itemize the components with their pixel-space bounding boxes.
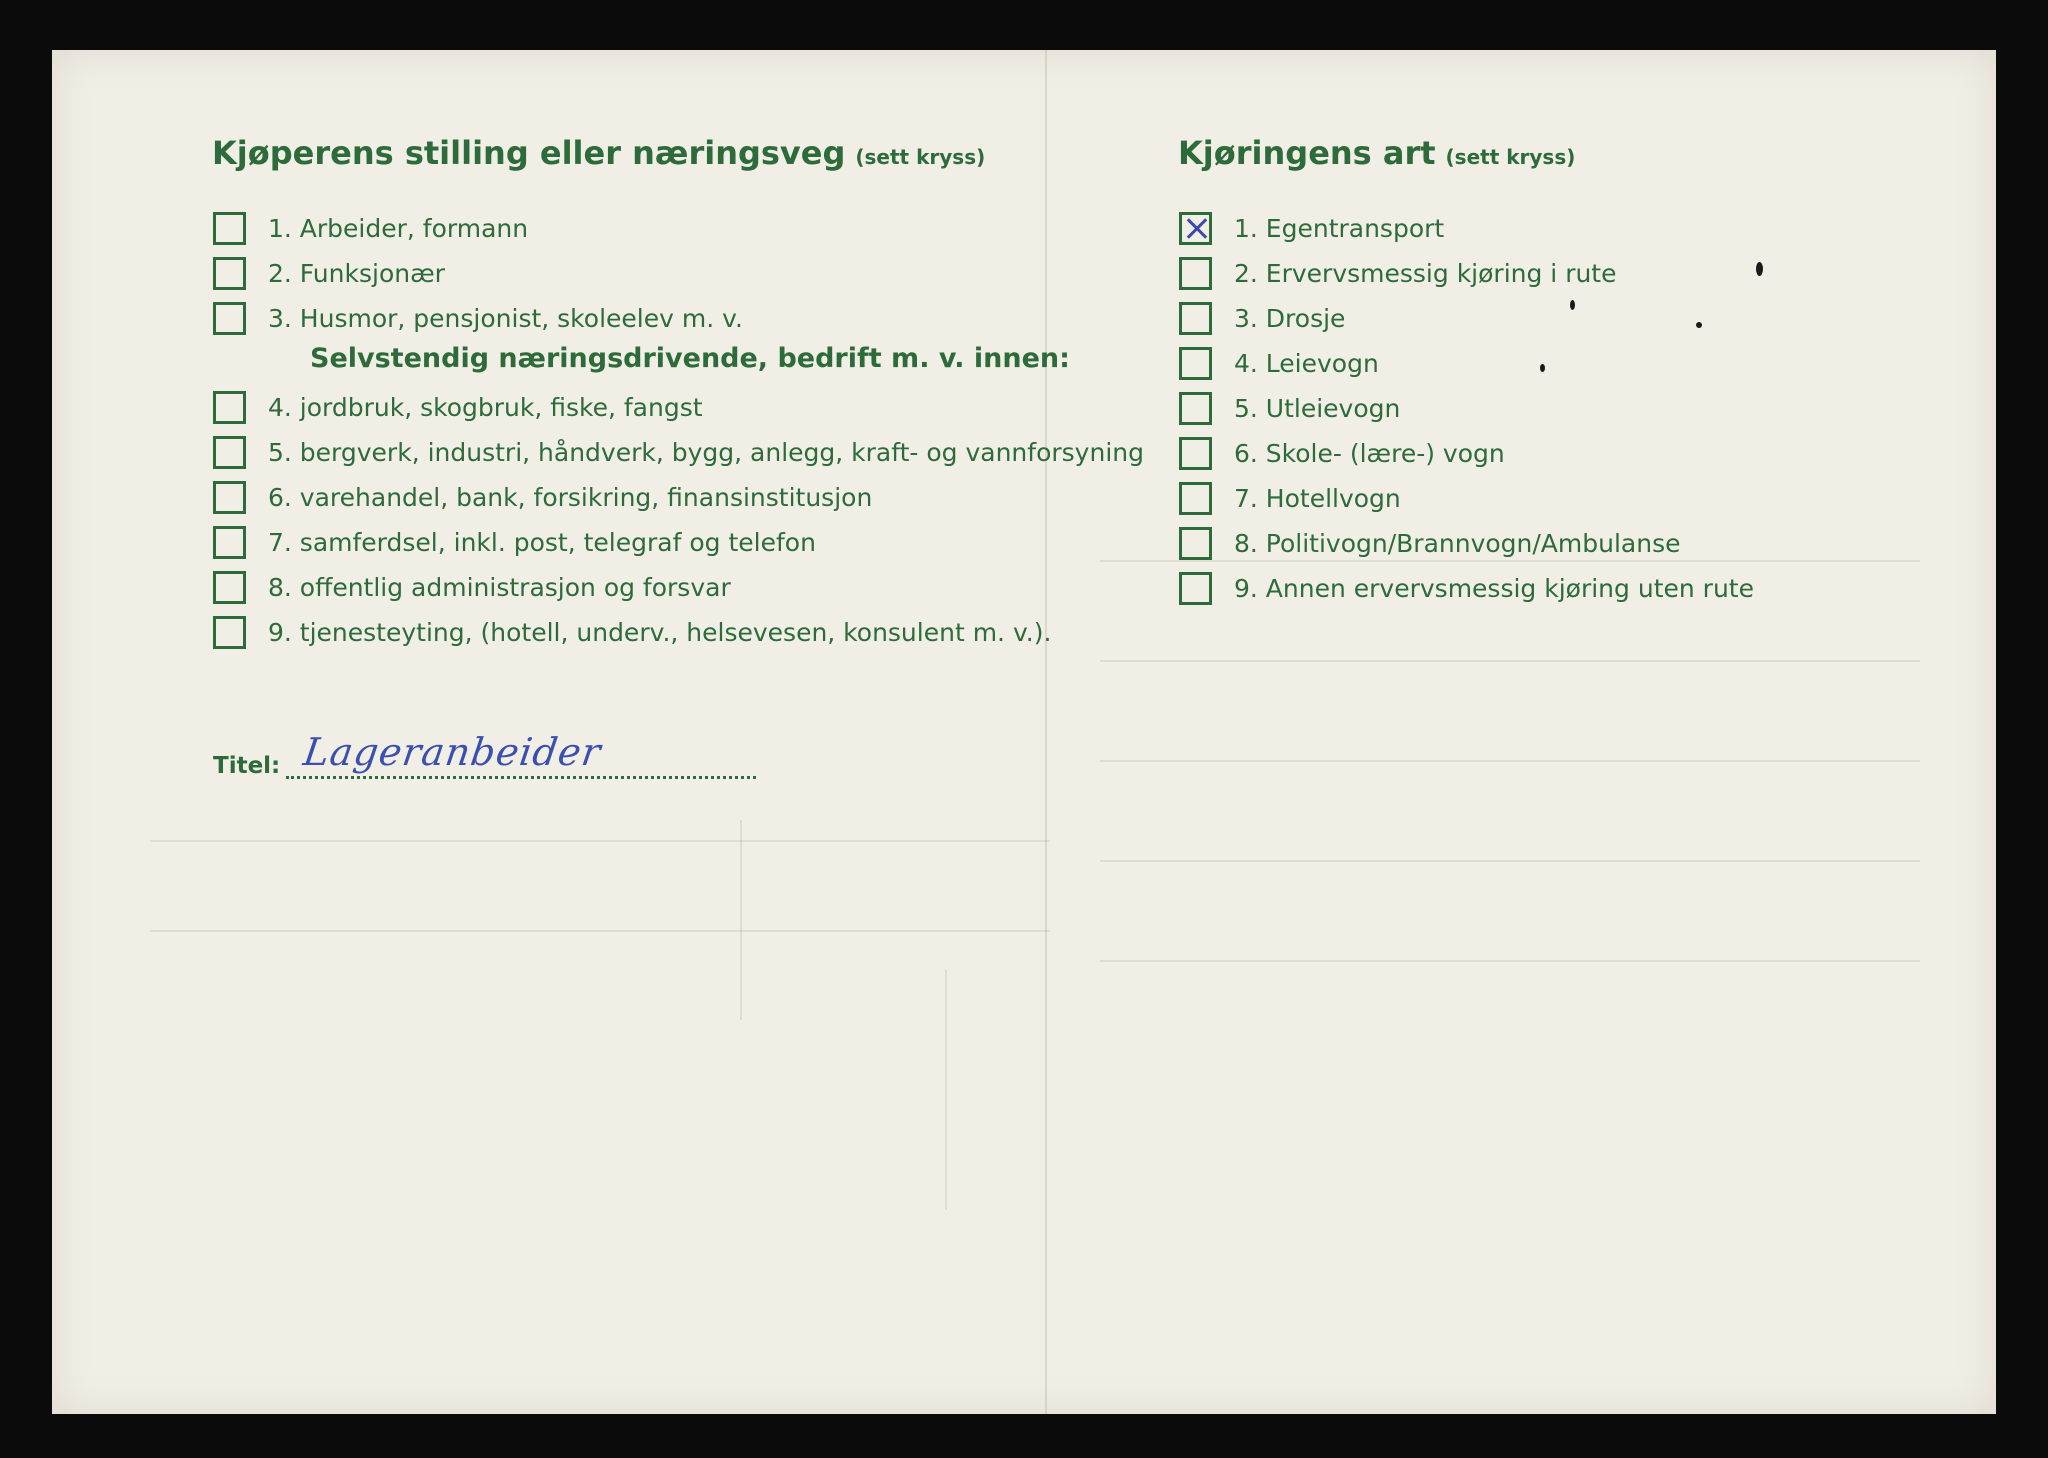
showthrough-rule bbox=[740, 820, 742, 1020]
occupation-option-row bbox=[213, 389, 703, 425]
checkbox[interactable] bbox=[213, 257, 246, 290]
driving-type-option-row bbox=[1179, 390, 1400, 426]
driving-type-option-label: 3. Drosje bbox=[1234, 303, 1346, 333]
checkbox[interactable] bbox=[213, 212, 246, 245]
driving-type-option-label: 5. Utleievogn bbox=[1234, 393, 1401, 423]
checkbox[interactable] bbox=[1179, 437, 1212, 470]
checkbox[interactable] bbox=[213, 526, 246, 559]
occupation-option-row bbox=[213, 524, 816, 560]
showthrough-rule bbox=[1100, 860, 1920, 862]
heading-note: (sett kryss) bbox=[1445, 145, 1576, 169]
title-input-line[interactable] bbox=[286, 730, 756, 779]
title-label: Titel: bbox=[213, 753, 281, 779]
ink-speck bbox=[1756, 262, 1763, 276]
showthrough-rule bbox=[1100, 660, 1920, 662]
checkbox[interactable] bbox=[213, 481, 246, 514]
heading-note: (sett kryss) bbox=[855, 145, 986, 169]
checkbox[interactable] bbox=[1179, 302, 1212, 335]
driving-type-option-row bbox=[1179, 570, 1754, 606]
checkbox[interactable] bbox=[213, 391, 246, 424]
title-handwritten-value: Lageranbeider bbox=[301, 730, 605, 774]
occupation-option-row bbox=[213, 569, 731, 605]
driving-type-option-label: 6. Skole- (lære-) vogn bbox=[1234, 438, 1505, 468]
driving-type-option-row bbox=[1179, 210, 1444, 246]
self-employed-subheading: Selvstendig næringsdrivende, bedrift m. v. innen: bbox=[310, 343, 1070, 374]
checkbox[interactable] bbox=[1179, 572, 1212, 605]
occupation-option-label: 9. tjenesteyting, (hotell, underv., helsevesen, konsulent m. v.). bbox=[268, 617, 1052, 647]
checkbox[interactable] bbox=[1179, 482, 1212, 515]
checkbox[interactable] bbox=[1179, 392, 1212, 425]
title-field bbox=[213, 730, 756, 779]
showthrough-rule bbox=[1100, 760, 1920, 762]
driving-type-option-label: 4. Leievogn bbox=[1234, 348, 1379, 378]
occupation-option-row bbox=[213, 479, 872, 515]
ink-speck bbox=[1696, 322, 1702, 328]
driving-type-option-label: 2. Ervervsmessig kjøring i rute bbox=[1234, 258, 1617, 288]
occupation-option-label: 1. Arbeider, formann bbox=[268, 213, 529, 243]
occupation-option-row bbox=[213, 300, 743, 336]
driving-type-option-label: 9. Annen ervervsmessig kjøring uten rute bbox=[1234, 573, 1754, 603]
occupation-option-label: 8. offentlig administrasjon og forsvar bbox=[268, 572, 731, 602]
driving-type-option-row bbox=[1179, 300, 1345, 336]
checkbox[interactable] bbox=[213, 571, 246, 604]
occupation-option-label: 7. samferdsel, inkl. post, telegraf og telefon bbox=[268, 527, 816, 557]
driving-type-option-row bbox=[1179, 345, 1379, 381]
checkbox[interactable] bbox=[1179, 257, 1212, 290]
driving-type-option-row bbox=[1179, 255, 1617, 291]
heading-text: Kjøperens stilling eller næringsveg bbox=[212, 134, 846, 172]
driving-type-option-row bbox=[1179, 480, 1401, 516]
driving-type-option-row bbox=[1179, 525, 1681, 561]
driving-type-heading bbox=[1178, 134, 1575, 172]
ink-speck bbox=[1540, 364, 1545, 372]
showthrough-rule bbox=[150, 930, 1050, 932]
checkbox[interactable] bbox=[213, 616, 246, 649]
showthrough-rule bbox=[1100, 960, 1920, 962]
occupation-option-label: 3. Husmor, pensjonist, skoleelev m. v. bbox=[268, 303, 743, 333]
occupation-option-row bbox=[213, 210, 528, 246]
occupation-option-label: 2. Funksjonær bbox=[268, 258, 445, 288]
buyer-occupation-heading bbox=[212, 134, 985, 172]
occupation-option-label: 4. jordbruk, skogbruk, fiske, fangst bbox=[268, 392, 703, 422]
heading-text: Kjøringens art bbox=[1178, 134, 1436, 172]
driving-type-option-label: 1. Egentransport bbox=[1234, 213, 1445, 243]
driving-type-option-label: 8. Politivogn/Brannvogn/Ambulanse bbox=[1234, 528, 1681, 558]
occupation-option-row bbox=[213, 255, 445, 291]
occupation-option-row bbox=[213, 434, 1144, 470]
occupation-option-row bbox=[213, 614, 1051, 650]
driving-type-option-label: 7. Hotellvogn bbox=[1234, 483, 1401, 513]
occupation-option-label: 6. varehandel, bank, forsikring, finansinstitusjon bbox=[268, 482, 873, 512]
checkbox[interactable] bbox=[1179, 527, 1212, 560]
showthrough-rule bbox=[150, 840, 1050, 842]
driving-type-option-row bbox=[1179, 435, 1505, 471]
ink-speck bbox=[1570, 300, 1575, 310]
checkbox[interactable] bbox=[1179, 347, 1212, 380]
checkbox-checked[interactable] bbox=[1179, 212, 1212, 245]
showthrough-rule bbox=[945, 970, 947, 1210]
occupation-option-label: 5. bergverk, industri, håndverk, bygg, anlegg, kraft- og vannforsyning bbox=[268, 437, 1144, 467]
fold-line bbox=[1045, 50, 1047, 1414]
checkbox[interactable] bbox=[213, 302, 246, 335]
checkbox[interactable] bbox=[213, 436, 246, 469]
